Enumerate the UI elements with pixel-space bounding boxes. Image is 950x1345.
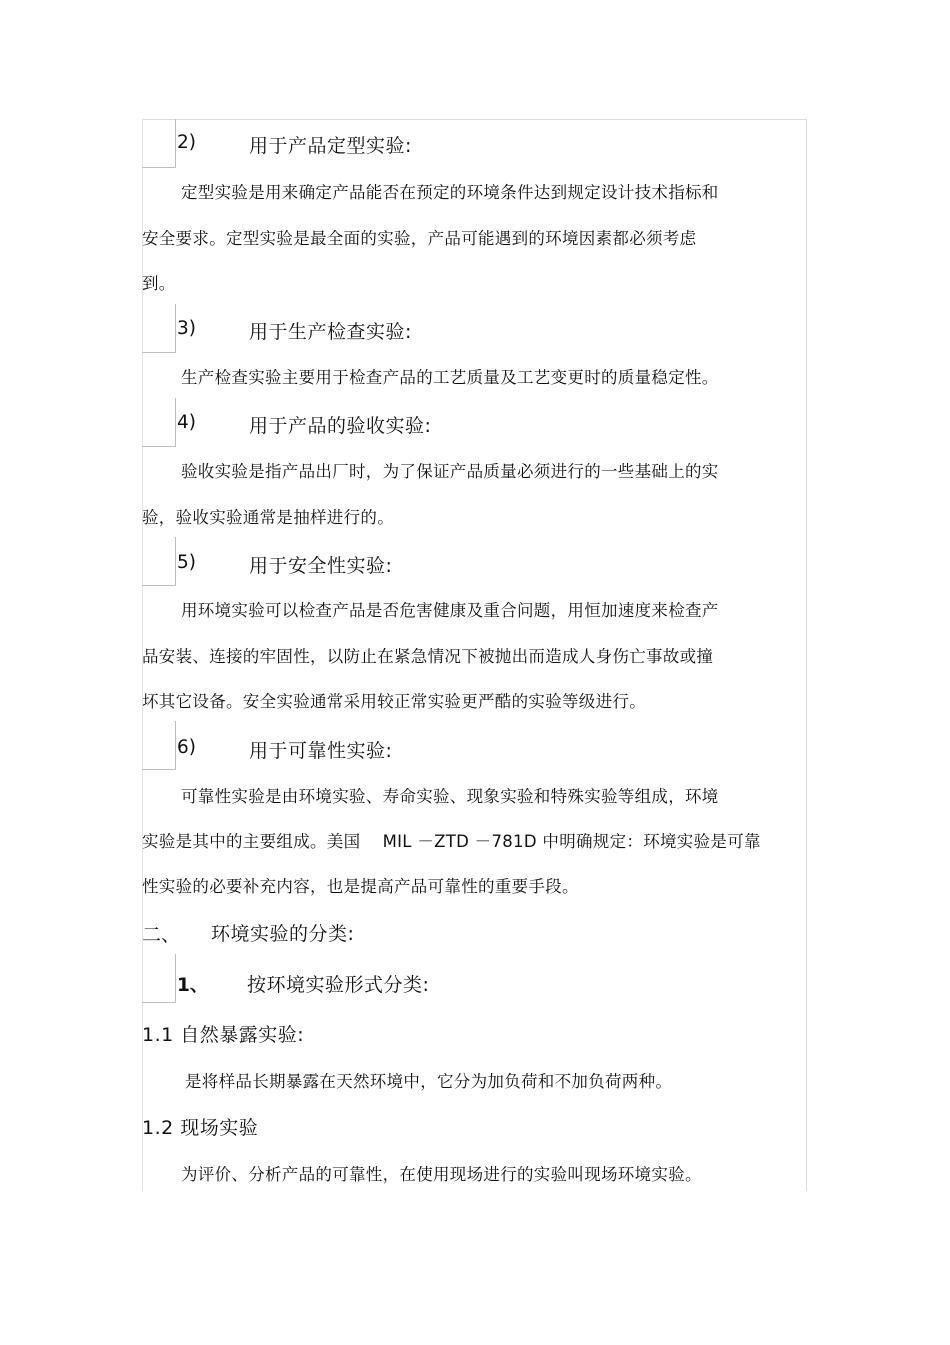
paragraph-line: 用环境实验可以检查产品是否危害健康及重合问题，用恒加速度来检查产 (181, 601, 719, 620)
paragraph-line: 可靠性实验是由环境实验、寿命实验、现象实验和特殊实验等组成，环境 (181, 787, 719, 806)
paragraph-line: 为评价、分析产品的可靠性，在使用现场进行的实验叫现场环境实验。 (181, 1165, 702, 1184)
paragraph-line: 安全要求。定型实验是最全面的实验，产品可能遇到的环境因素都必须考虑 (142, 229, 697, 248)
heading-title: 用于生产检查实验: (249, 321, 412, 343)
heading-marker (142, 537, 176, 586)
heading-number: 4) (177, 412, 196, 433)
heading-marker (142, 954, 176, 1003)
section-title: 环境实验的分类: (211, 923, 355, 945)
heading-marker (142, 398, 176, 447)
subsection-title: 1.2 现场实验 (142, 1117, 259, 1139)
subsection-title: 1.1 自然暴露实验: (142, 1024, 305, 1046)
heading-title: 用于产品定型实验: (249, 135, 412, 157)
paragraph-line: 定型实验是用来确定产品能否在预定的环境条件达到规定设计技术指标和 (181, 183, 719, 202)
heading-marker (142, 721, 176, 770)
paragraph-line: 到。 (142, 274, 176, 293)
heading-number: 2) (177, 132, 196, 153)
heading-number: 6) (177, 737, 196, 758)
heading-marker (142, 304, 176, 353)
paragraph-line: 品安装、连接的牢固性，以防止在紧急情况下被抛出而造成人身伤亡事故或撞 (142, 647, 714, 666)
heading-number: 5) (177, 552, 196, 573)
heading-title: 用于可靠性实验: (249, 740, 393, 762)
heading-number: 3) (177, 318, 196, 339)
heading-marker (142, 119, 176, 168)
paragraph-line: 验，验收实验通常是抽样进行的。 (142, 508, 394, 527)
section-number: 二、 (142, 924, 181, 946)
paragraph-line: 生产检查实验主要用于检查产品的工艺质量及工艺变更时的质量稳定性。 (181, 368, 719, 387)
heading-title: 用于安全性实验: (249, 555, 393, 577)
heading-title: 用于产品的验收实验: (249, 415, 432, 437)
subsection-title: 按环境实验形式分类: (247, 974, 430, 996)
paragraph-line: 实验是其中的主要组成。美国 MIL －ZTD －781D 中明确规定：环境实验是可靠 (142, 832, 761, 851)
paragraph-line: 性实验的必要补充内容，也是提高产品可靠性的重要手段。 (142, 877, 579, 896)
paragraph-line: 是将样品长期暴露在天然环境中，它分为加负荷和不加负荷两种。 (185, 1072, 673, 1091)
paragraph-line: 验收实验是指产品出厂时，为了保证产品质量必须进行的一些基础上的实 (181, 462, 719, 481)
paragraph-line: 坏其它设备。安全实验通常采用较正常实验更严酷的实验等级进行。 (142, 692, 646, 711)
subsection-number: 1、 (177, 975, 209, 996)
